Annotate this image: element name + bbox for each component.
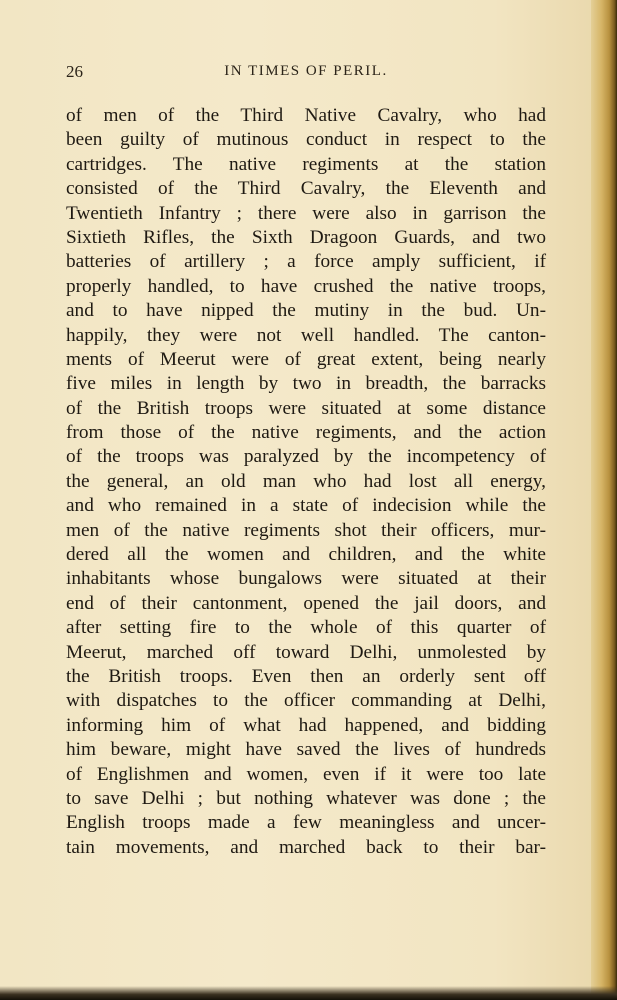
text-line: tain movements, and marched back to their bar- — [66, 836, 546, 858]
page-number: 26 — [66, 62, 83, 81]
text-line: of men of the Third Native Cavalry, who had — [66, 105, 546, 126]
text-line: Meerut, marched off toward Delhi, unmolested by — [66, 641, 546, 663]
text-line: ments of Meerut were of great extent, being nearly — [66, 348, 546, 370]
running-head: IN TIMES OF PERIL. — [224, 63, 388, 79]
page-edge — [591, 0, 617, 1000]
text-line: from those of the native regiments, and the action — [66, 422, 546, 444]
text-line: batteries of artillery ; a force amply sufficient, if — [66, 251, 546, 273]
text-line: after setting fire to the whole of this quarter of — [66, 617, 546, 639]
text-line: of Englishmen and women, even if it were too late — [66, 763, 546, 785]
text-line: the general, an old man who had lost all energy, — [66, 470, 546, 492]
text-line: end of their cantonment, opened the jail doors, and — [66, 592, 546, 614]
text-line: Twentieth Infantry ; there were also in garrison the — [66, 202, 546, 224]
text-line: been guilty of mutinous conduct in respect to the — [66, 129, 546, 151]
text-line: the British troops. Even then an orderly sent off — [66, 665, 546, 687]
text-line: men of the native regiments shot their officers, mur- — [66, 519, 546, 541]
text-line: consisted of the Third Cavalry, the Eleventh and — [66, 178, 546, 200]
text-line: properly handled, to have crushed the native troops, — [66, 275, 546, 297]
bottom-edge — [0, 986, 617, 1000]
text-line: to save Delhi ; but nothing whatever was done ; the — [66, 787, 546, 809]
text-line: with dispatches to the officer commanding at Delhi, — [66, 690, 546, 712]
text-line: happily, they were not well handled. The canton- — [66, 324, 546, 346]
page-header — [66, 62, 546, 86]
text-line: cartridges. The native regiments at the station — [66, 153, 546, 175]
text-line: and to have nipped the mutiny in the bud. Un- — [66, 300, 546, 322]
text-line: dered all the women and children, and the white — [66, 544, 546, 566]
text-line: inhabitants whose bungalows were situated at their — [66, 568, 546, 590]
text-line: English troops made a few meaningless and uncer- — [66, 812, 546, 834]
body-text — [66, 104, 546, 860]
text-line: him beware, might have saved the lives of hundreds — [66, 739, 546, 761]
text-line: five miles in length by two in breadth, the barracks — [66, 373, 546, 395]
text-line: informing him of what had happened, and bidding — [66, 714, 546, 736]
text-line: and who remained in a state of indecision while the — [66, 495, 546, 517]
text-line: of the British troops were situated at some distance — [66, 397, 546, 419]
text-line: of the troops was paralyzed by the incompetency of — [66, 446, 546, 468]
text-line: Sixtieth Rifles, the Sixth Dragoon Guards, and two — [66, 226, 546, 248]
